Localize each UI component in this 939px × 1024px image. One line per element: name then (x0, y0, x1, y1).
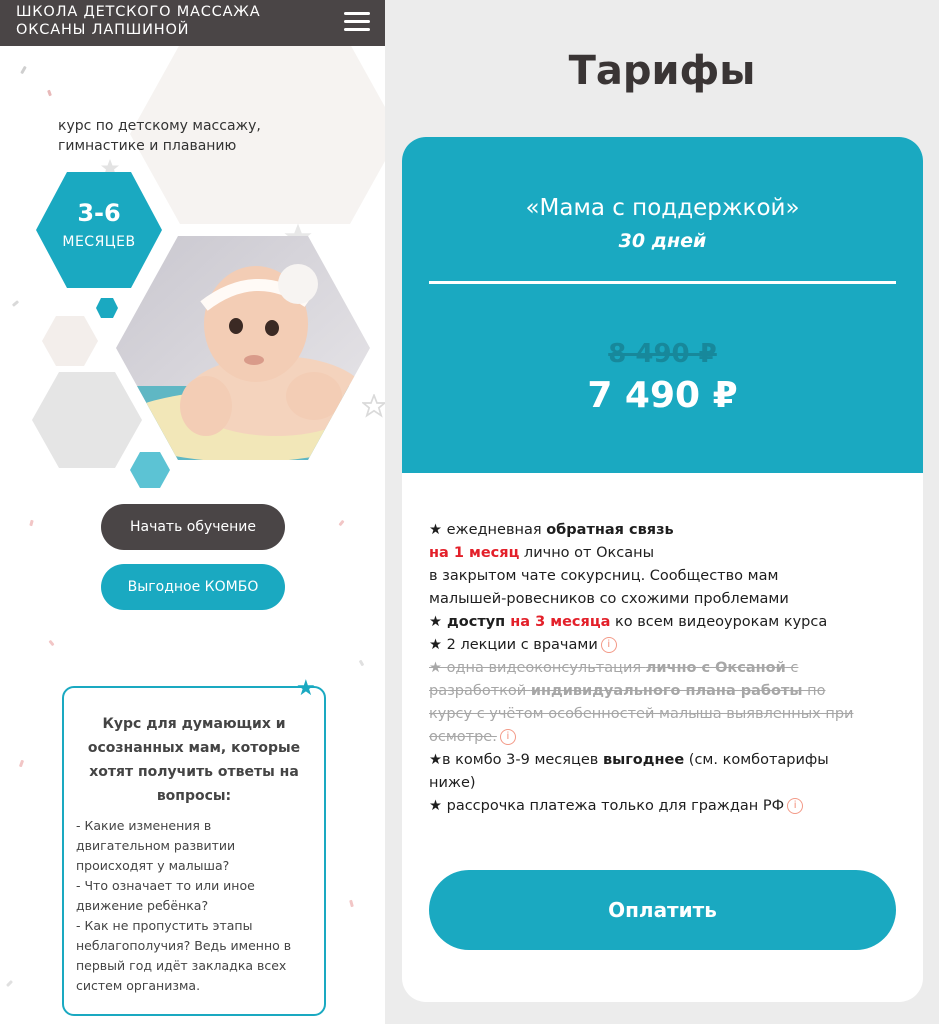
current-price: 7 490 ₽ (587, 375, 738, 416)
question-line: - Какие изменения в (76, 818, 212, 833)
feature-line-unavailable (429, 657, 909, 680)
info-icon[interactable]: i (787, 798, 803, 814)
feature-text: с (785, 660, 799, 676)
feature-text: разработкой (429, 683, 531, 699)
confetti-decor (12, 300, 19, 307)
feature-text: осмотре. (429, 729, 497, 745)
info-card-questions (76, 816, 312, 996)
feature-text: малышей-ровесников со схожими проблемами (429, 591, 789, 607)
subtitle-line: гимнастике и плаванию (58, 138, 237, 154)
tariffs-panel (385, 0, 939, 1024)
feature-line (429, 611, 909, 634)
star-icon: ★ (429, 637, 442, 653)
plan-duration: 30 дней (618, 230, 707, 252)
feature-text: 2 лекции с врачами (442, 637, 598, 653)
feature-accent: на 3 месяца (510, 614, 611, 630)
feature-line-unavailable (429, 680, 909, 703)
top-navigation-bar (0, 0, 385, 46)
feature-highlight: обратная связь (546, 522, 674, 538)
feature-list (429, 519, 909, 818)
question-line: первый год идёт закладка всех (76, 958, 287, 973)
tariff-card (402, 137, 923, 1002)
decor-hexagon (96, 298, 118, 318)
confetti-decor (349, 900, 354, 908)
feature-line (429, 542, 909, 565)
subtitle-line: курс по детскому массажу, (58, 118, 261, 134)
feature-line (429, 588, 909, 611)
confetti-decor (19, 760, 24, 768)
confetti-decor (338, 520, 344, 527)
question-line: происходят у малыша? (76, 858, 230, 873)
mobile-landing-panel (0, 0, 385, 1024)
old-price: 8 490 ₽ (608, 339, 717, 369)
feature-text: по (802, 683, 826, 699)
baby-photo (116, 236, 370, 460)
page-title: Тарифы (568, 48, 756, 94)
confetti-decor (47, 90, 52, 97)
feature-highlight: лично с Оксаной (645, 660, 786, 676)
feature-highlight: индивидуального плана работы (530, 683, 803, 699)
feature-text: ко всем видеоурокам курса (610, 614, 828, 630)
course-subtitle (58, 116, 308, 156)
question-line: - Как не пропустить этапы (76, 918, 253, 933)
heading-line: вопросы: (156, 788, 232, 804)
feature-text: курсу с учётом особенностей малыша выявленных при (429, 706, 854, 722)
start-learning-button[interactable]: Начать обучение (101, 504, 285, 550)
feature-line (429, 749, 909, 772)
info-icon[interactable]: i (601, 637, 617, 653)
question-line: неблагополучия? Ведь именно в (76, 938, 292, 953)
feature-accent: на 1 месяц (429, 545, 520, 561)
decor-hexagon (42, 316, 98, 366)
confetti-decor (29, 520, 33, 527)
star-icon: ★ (429, 752, 442, 768)
info-card-heading (78, 712, 310, 808)
divider (429, 281, 896, 284)
confetti-decor (359, 660, 365, 667)
feature-text: в закрытом чате сокурсниц. Сообщество мам (429, 568, 779, 584)
combo-offer-button[interactable]: Выгодное КОМБО (101, 564, 285, 610)
feature-text: в комбо 3-9 месяцев (442, 752, 603, 768)
feature-line (429, 634, 909, 657)
tariff-card-header (402, 137, 923, 473)
star-icon: ★ (429, 522, 442, 538)
feature-text: лично от Оксаны (519, 545, 655, 561)
pay-button[interactable]: Оплатить (429, 870, 896, 950)
star-icon: ★ (429, 798, 442, 814)
feature-line (429, 772, 909, 795)
question-line: - Что означает то или иное (76, 878, 255, 893)
feature-highlight: выгоднее (602, 752, 685, 768)
feature-line (429, 565, 909, 588)
hamburger-menu-icon[interactable] (344, 10, 372, 32)
confetti-decor (20, 66, 27, 74)
feature-text: ежедневная (442, 522, 547, 538)
feature-text: ниже) (429, 775, 476, 791)
question-line: движение ребёнка? (76, 898, 209, 913)
brand-line: ШКОЛА ДЕТСКОГО МАССАЖА (16, 4, 261, 20)
feature-text: ★ одна видеоконсультация (429, 660, 646, 676)
feature-line-unavailable (429, 726, 909, 749)
heading-line: осознанных мам, которые (87, 740, 301, 756)
feature-text: рассрочка платежа только для граждан РФ (442, 798, 785, 814)
question-line: двигательном развитии (76, 838, 236, 853)
age-range-unit: МЕСЯЦЕВ (62, 234, 136, 250)
info-icon[interactable]: i (500, 729, 516, 745)
feature-highlight: доступ (442, 614, 511, 630)
plan-name: «Мама с поддержкой» (525, 195, 800, 221)
confetti-decor (48, 640, 54, 647)
age-range-number: 3-6 (77, 199, 121, 227)
confetti-decor (6, 980, 13, 987)
heading-line: Курс для думающих и (102, 716, 286, 732)
feature-line (429, 795, 909, 818)
feature-line-unavailable (429, 703, 909, 726)
feature-text: (см. комботарифы (684, 752, 829, 768)
star-icon: ★ (429, 614, 442, 630)
brand-logo-text[interactable] (16, 3, 260, 39)
brand-line: ОКСАНЫ ЛАПШИНОЙ (16, 22, 190, 38)
star-icon: ★ (296, 676, 316, 701)
feature-line (429, 519, 909, 542)
heading-line: хотят получить ответы на (89, 764, 299, 780)
question-line: систем организма. (76, 978, 201, 993)
